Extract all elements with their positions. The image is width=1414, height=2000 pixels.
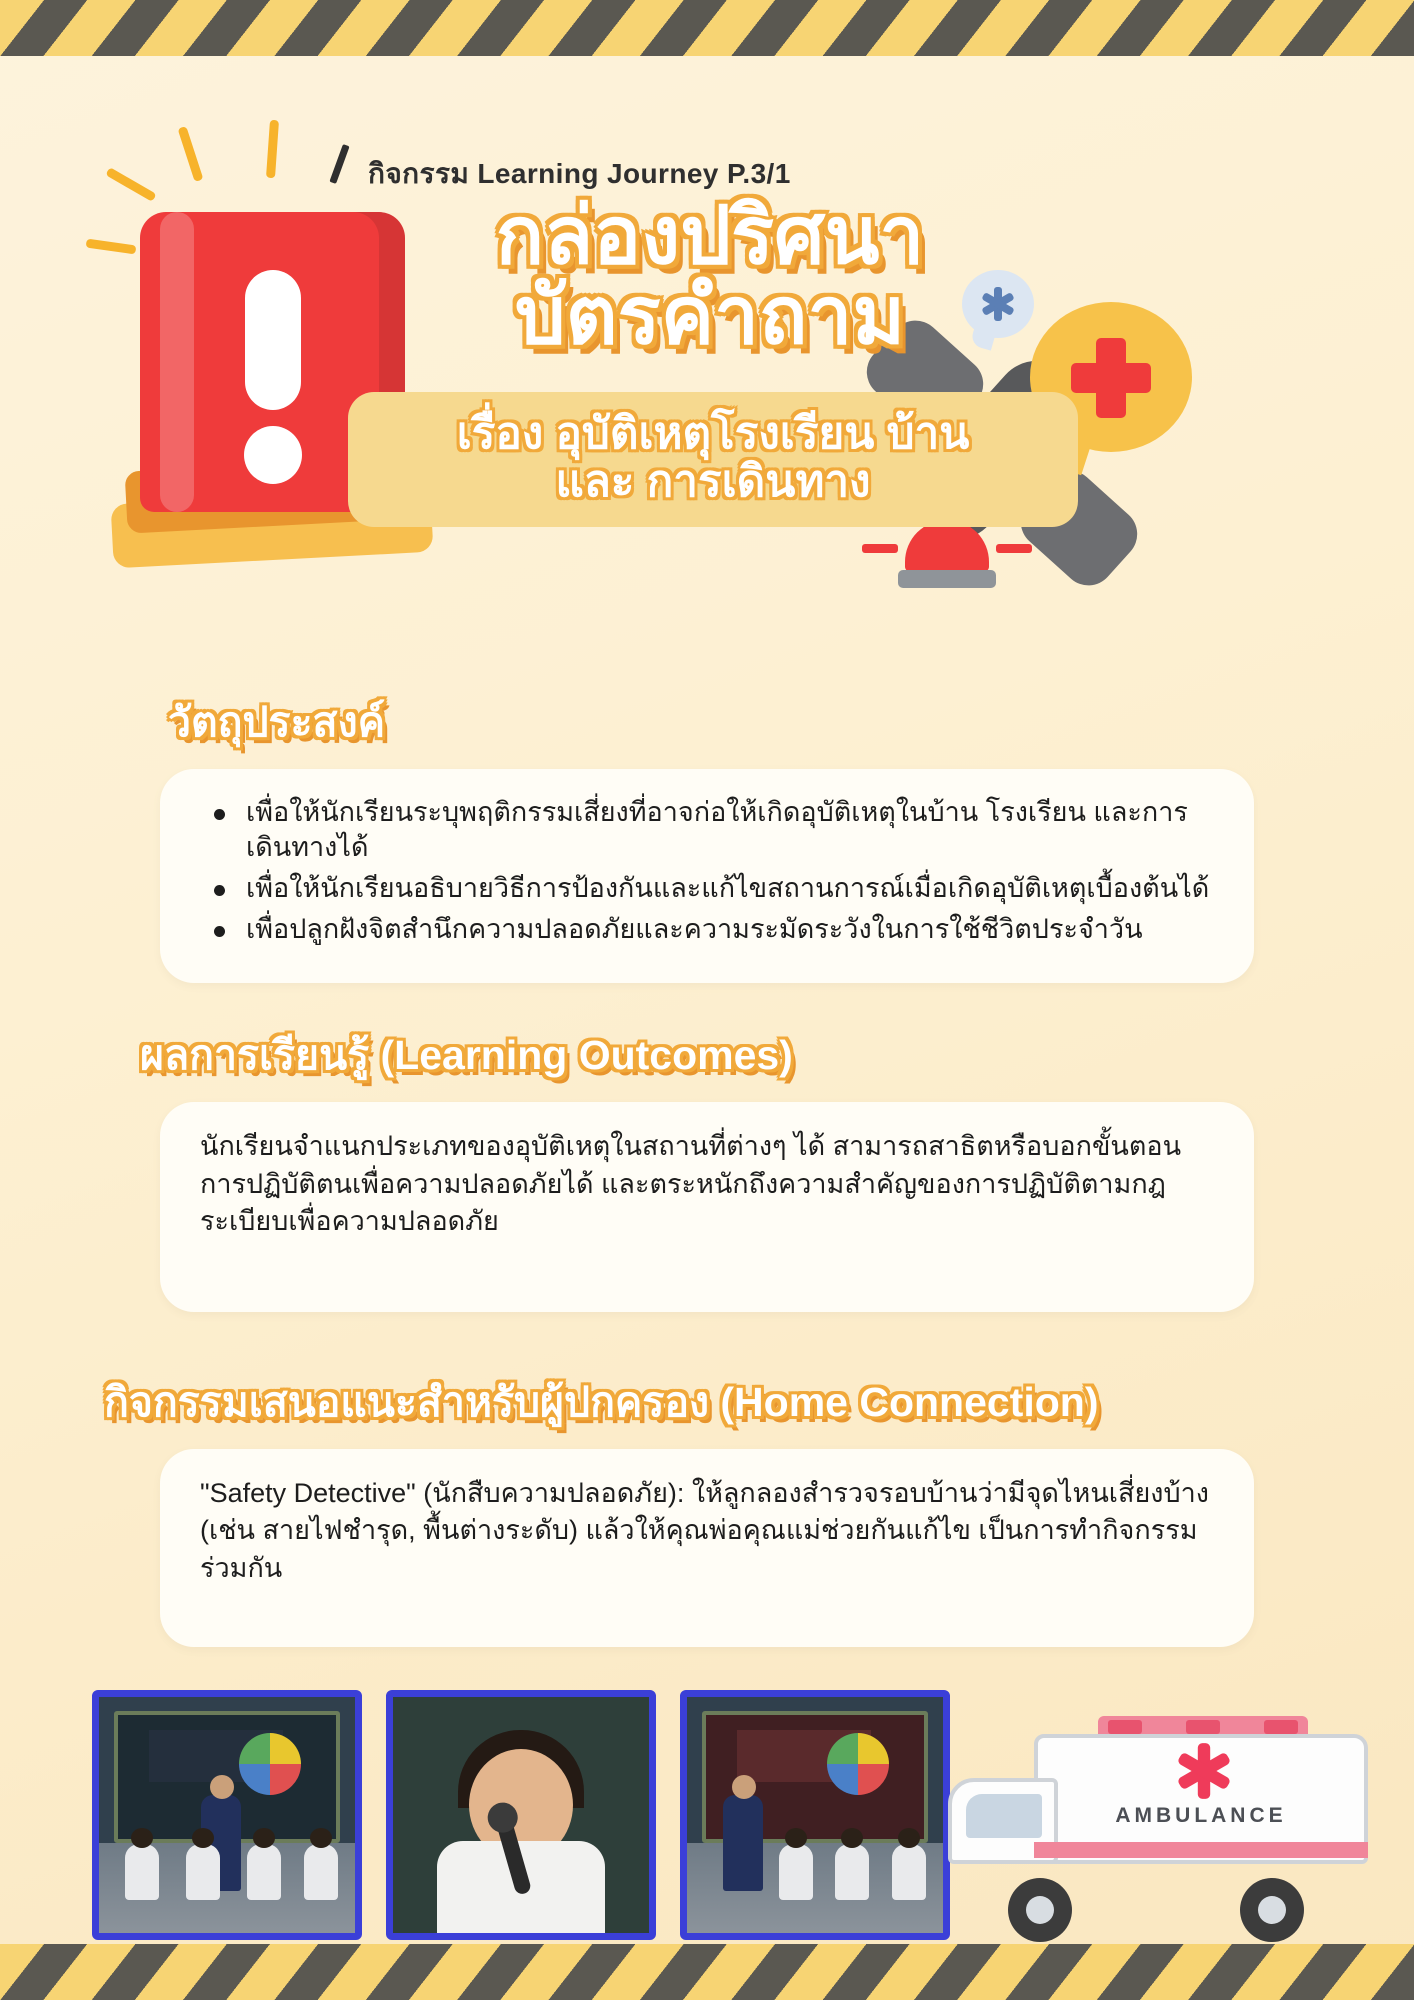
exclamation-dot [244, 426, 302, 484]
spinner-wheel-graphic [239, 1733, 301, 1795]
ambulance-light [1108, 1720, 1142, 1734]
spinner-wheel-graphic [827, 1733, 889, 1795]
home-connection-card [160, 1449, 1254, 1647]
poster-content [0, 690, 1414, 1647]
ambulance-wheel-front [1008, 1878, 1072, 1942]
objectives-heading: วัตถุประสงค์ [168, 699, 386, 745]
siren-ray-left [862, 544, 898, 553]
ambulance-label: AMBULANCE [1115, 1804, 1287, 1827]
spacer [0, 1312, 1414, 1370]
page-subtitle-line-2: และ การเดินทาง [555, 456, 871, 506]
ambulance-light [1186, 1720, 1220, 1734]
student-figure [125, 1844, 159, 1900]
photo-gallery [92, 1690, 950, 1940]
siren-ray-right [996, 544, 1032, 553]
star-of-life-icon [1170, 1740, 1238, 1802]
poster-header [0, 92, 1414, 652]
ambulance-stripe [1034, 1842, 1368, 1858]
page-title-line-1: กล่องปริศนา [495, 191, 925, 280]
ambulance-window [966, 1794, 1042, 1838]
outcomes-card [160, 1102, 1254, 1312]
spark-line-1 [178, 126, 204, 182]
student-figure [779, 1844, 813, 1900]
list-item: เพื่อให้นักเรียนระบุพฤติกรรมเสี่ยงที่อาจก่อให้เกิดอุบัติเหตุในบ้าน โรงเรียน และการเดินทางได้ [200, 795, 1214, 865]
student-figure [247, 1844, 281, 1900]
teacher-figure [723, 1795, 763, 1891]
outcomes-body: นักเรียนจำแนกประเภทของอุบัติเหตุในสถานที่ต่างๆ ได้ สามารถสาธิตหรือบอกขั้นตอนการปฏิบัติตนเพื่อความปลอดภัยได้ และตระหนักถึงความสำคัญของการปฏิบัติตามกฎระเบียบเพื่อความปลอดภัย [200, 1131, 1182, 1236]
photo-classroom-presentation [92, 1690, 362, 1940]
spacer [0, 983, 1414, 1023]
hazard-stripe-top [0, 0, 1414, 56]
ambulance-illustration [948, 1692, 1368, 1942]
student-figure [186, 1844, 220, 1900]
ambulance-light [1264, 1720, 1298, 1734]
list-item: เพื่อให้นักเรียนอธิบายวิธีการป้องกันและแก้ไขสถานการณ์เมื่อเกิดอุบัติเหตุเบื้องต้นได้ [200, 871, 1214, 906]
page-subtitle-banner [348, 392, 1078, 527]
spark-line-4 [86, 239, 137, 255]
objectives-card [160, 769, 1254, 983]
spark-line-2 [266, 120, 279, 178]
list-item: เพื่อปลูกฝังจิตสำนึกความปลอดภัยและความระมัดระวังในการใช้ชีวิตประจำวัน [200, 912, 1214, 947]
page-subtitle-line-1: เรื่อง อุบัติเหตุโรงเรียน บ้าน [456, 409, 970, 458]
student-figure [835, 1844, 869, 1900]
outcomes-heading: ผลการเรียนรู้ (Learning Outcomes) [140, 1032, 793, 1079]
spark-line-3 [105, 167, 156, 202]
home-connection-body: "Safety Detective" (นักสืบความปลอดภัย): ให้ลูกลองสำรวจรอบบ้านว่ามีจุดไหนเสี่ยงบ้าง (เช่น สายไฟชำรุด, พื้นต่างระดับ) แล้วให้คุณพ่อคุณแม่ช่วยกันแก้ไข เป็นการทำกิจกรรมร่วมกัน [200, 1478, 1209, 1583]
red-cross-icon-bar [1071, 363, 1151, 393]
eyebrow-slash [329, 144, 349, 184]
student-figure [892, 1844, 926, 1900]
hazard-stripe-bottom [0, 1944, 1414, 2000]
siren-base [898, 570, 996, 588]
home-connection-heading: กิจกรรมเสนอแนะสำหรับผู้ปกครอง (Home Connection) [104, 1379, 1099, 1426]
ambulance-wheel-rear [1240, 1878, 1304, 1942]
exclamation-bar [245, 270, 301, 410]
page-title-line-2: บัตรคำถาม [514, 271, 906, 360]
student-figure [304, 1844, 338, 1900]
eyebrow-text: กิจกรรม Learning Journey P.3/1 [368, 158, 791, 189]
photo-student-with-microphone [386, 1690, 656, 1940]
page-title [400, 191, 1020, 360]
objectives-list [200, 795, 1214, 947]
photo-classroom-quiz [680, 1690, 950, 1940]
